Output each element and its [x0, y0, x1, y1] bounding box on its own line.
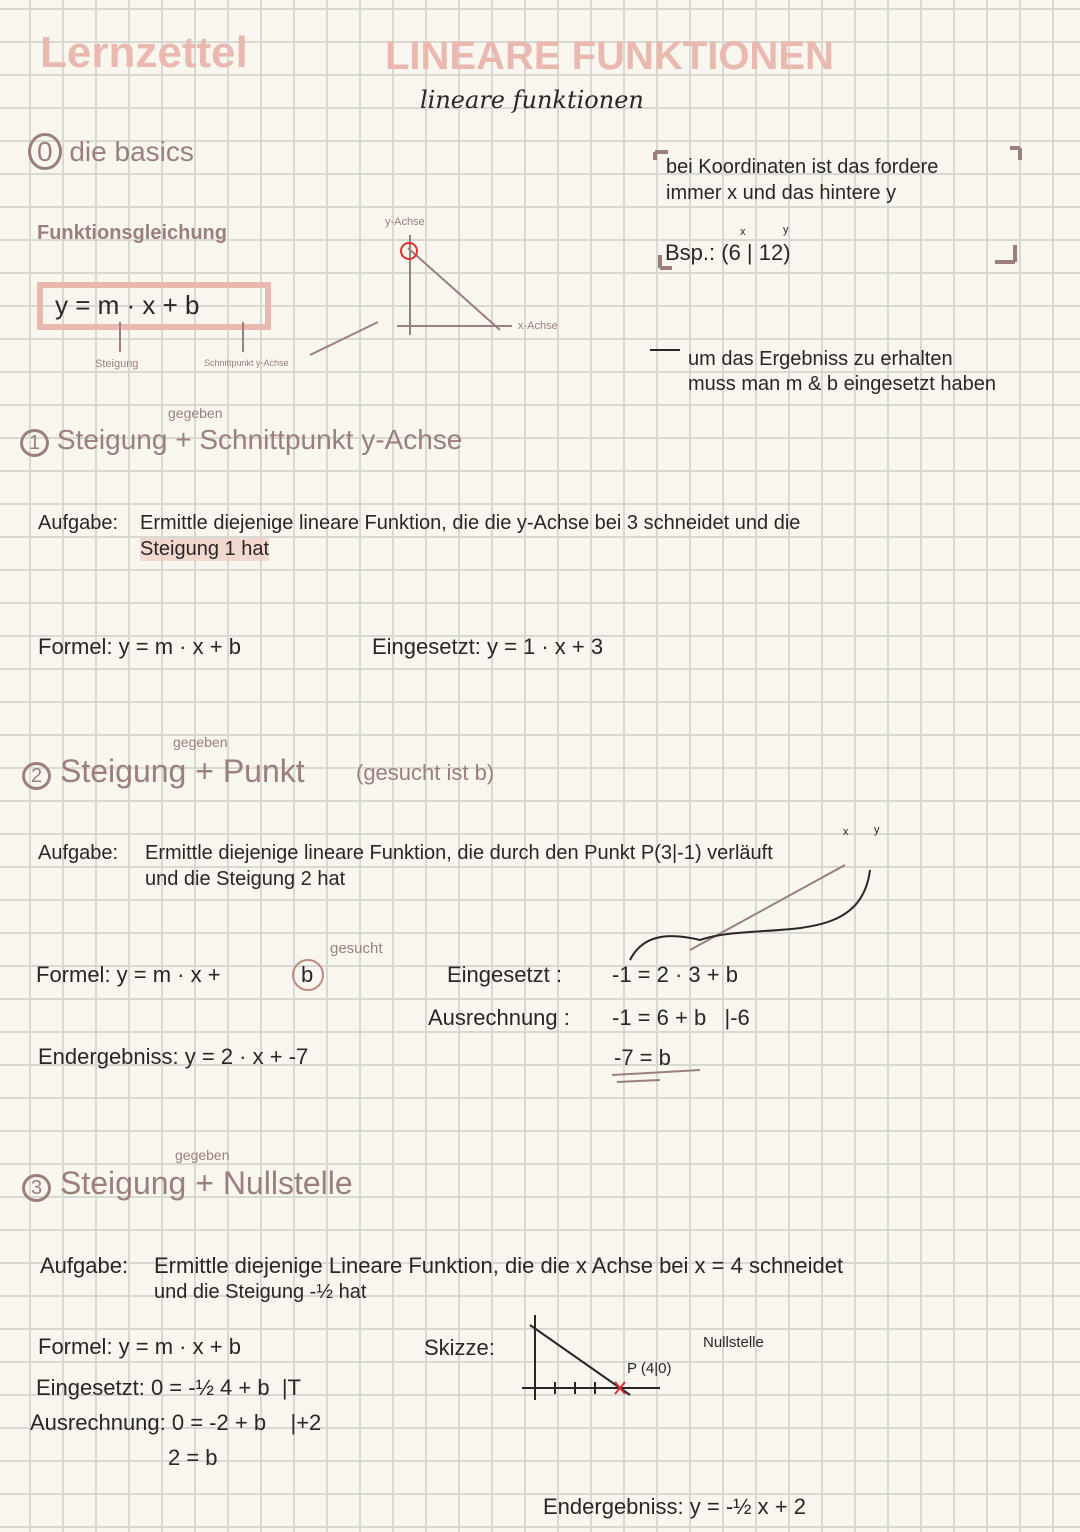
point-y-label: y — [874, 824, 880, 836]
example-x: x — [740, 226, 746, 238]
gesucht-note: (gesucht ist b) — [356, 760, 495, 785]
gegeben-label: gegeben — [175, 1147, 230, 1163]
task3-line2: und die Steigung -½ hat — [154, 1281, 367, 1303]
arrow-y — [630, 870, 870, 960]
title-script: lineare funktionen — [420, 86, 644, 114]
note-line2: immer x und das hintere y — [666, 182, 897, 204]
task3-line1: Ermittle diejenige Lineare Funktion, die die x Achse bei x = 4 schneidet — [154, 1253, 844, 1278]
gesucht-label: gesucht — [330, 940, 383, 957]
task2-line2: und die Steigung 2 hat — [145, 868, 346, 890]
formel3: Formel: y = m · x + b — [38, 1334, 241, 1359]
title-lernzettel: Lernzettel — [40, 28, 248, 77]
x-axis-label: x-Achse — [518, 320, 558, 332]
eingesetzt3: Eingesetzt: 0 = -½ 4 + b |T — [36, 1375, 301, 1400]
example: Bsp.: (6 | 12) — [665, 240, 791, 265]
note-line1: bei Koordinaten ist das fordere — [666, 156, 939, 178]
sketch — [522, 1315, 660, 1400]
task2-label: Aufgabe: — [38, 842, 119, 864]
gegeben-label: gegeben — [173, 734, 228, 750]
formula: y = m · x + b — [55, 290, 200, 320]
steigung-label: Steigung — [95, 358, 139, 370]
y-axis-label: y-Achse — [385, 216, 425, 228]
task3-label: Aufgabe: — [40, 1253, 129, 1278]
gegeben-label: gegeben — [168, 405, 223, 421]
example-y: y — [783, 224, 789, 236]
result-b2: -7 = b — [614, 1045, 671, 1070]
eingesetzt2: -1 = 2 · 3 + b — [612, 962, 738, 987]
ausrechnung3: Ausrechnung: 0 = -2 + b |+2 — [30, 1410, 322, 1435]
eingesetzt2-label: Eingesetzt : — [447, 962, 562, 987]
formel2: Formel: y = m · x + — [36, 962, 221, 987]
task1-label: Aufgabe: — [38, 512, 119, 534]
section2-heading: 2 Steigung + Punkt — [22, 753, 305, 790]
task2-line1: Ermittle diejenige lineare Funktion, die durch den Punkt P(3|-1) verläuft — [145, 842, 773, 864]
title-lineare-funktionen: LINEARE FUNKTIONEN — [385, 34, 834, 78]
eingesetzt1: Eingesetzt: y = 1 · x + 3 — [372, 634, 604, 659]
ausrechnung2: -1 = 6 + b |-6 — [612, 1005, 750, 1030]
schnittpunkt-label: Schnittpunkt y-Achse — [204, 358, 289, 368]
endergebnis3: Endergebniss: y = -½ x + 2 — [543, 1494, 806, 1519]
section3-heading: 3 Steigung + Nullstelle — [22, 1165, 353, 1202]
point-x-label: x — [843, 826, 849, 838]
funktionsgleichung-label: Funktionsgleichung — [37, 222, 227, 244]
endergebnis2: Endergebniss: y = 2 · x + -7 — [38, 1044, 309, 1069]
ausrechnung2-label: Ausrechnung : — [428, 1005, 570, 1030]
hint-line2: muss man m & b eingesetzt haben — [688, 373, 996, 395]
task1-line2: Steigung 1 hat — [140, 538, 269, 560]
task1-line1: Ermittle diejenige lineare Funktion, die die y-Achse bei 3 schneidet und die — [140, 512, 801, 534]
skizze-label: Skizze: — [424, 1335, 495, 1360]
b-circled: b — [301, 962, 314, 987]
formel1: Formel: y = m · x + b — [38, 634, 241, 659]
arrow-to-diagram — [310, 322, 378, 355]
section0-heading: 0 die basics — [28, 136, 194, 168]
point-label: P (4|0) — [627, 1360, 672, 1377]
hint-line1: um das Ergebniss zu erhalten — [688, 348, 953, 370]
section1-heading: 1 Steigung + Schnittpunkt y-Achse — [20, 424, 462, 456]
nullstelle-label: Nullstelle — [703, 1334, 764, 1351]
result-b3: 2 = b — [168, 1445, 218, 1470]
